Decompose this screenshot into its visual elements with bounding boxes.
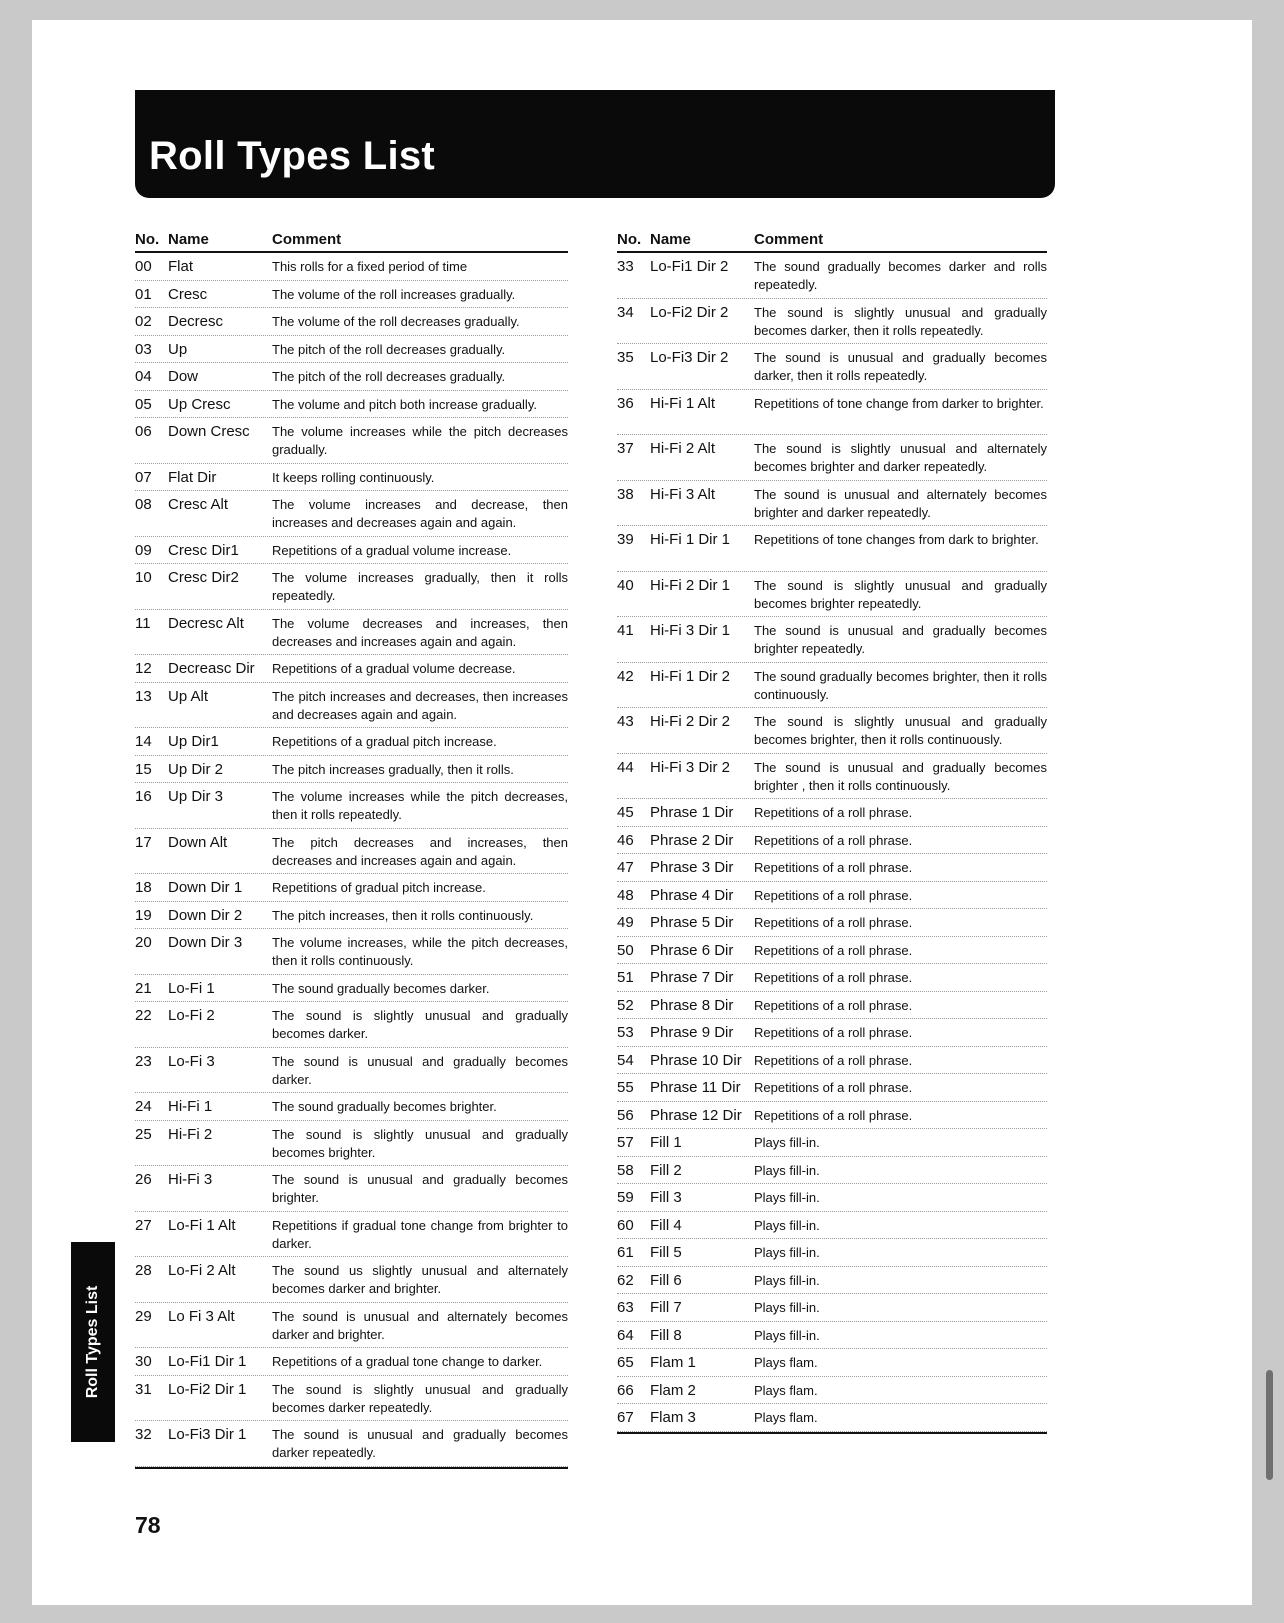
table-row	[617, 1377, 1047, 1405]
row-comment: Plays fill-in.	[754, 1272, 820, 1288]
row-comment: The volume increases and decrease, then increases and decreases again and again.	[272, 497, 568, 530]
row-name: Down Alt	[168, 833, 228, 851]
row-number: 31	[135, 1380, 152, 1398]
row-comment: The sound gradually becomes brighter.	[272, 1099, 497, 1114]
row-name: Lo-Fi3 Dir 1	[168, 1426, 247, 1443]
header-name: Name	[650, 231, 691, 248]
row-number: 67	[617, 1409, 634, 1426]
header-no: No.	[135, 231, 160, 248]
row-name: Phrase 3 Dir	[650, 859, 734, 876]
table-row	[617, 572, 1047, 618]
row-comment: Repetitions of gradual pitch increase.	[272, 880, 486, 895]
row-number: 14	[135, 733, 152, 750]
row-name: Lo-Fi 2 Alt	[168, 1262, 236, 1279]
row-comment: The sound is unusual and gradually becomes darker.	[272, 1053, 568, 1087]
row-comment: Plays fill-in.	[754, 1245, 820, 1260]
row-name: Phrase 10 Dir	[650, 1051, 742, 1069]
row-name: Phrase 12 Dir	[650, 1106, 742, 1124]
table-row	[617, 526, 1047, 572]
row-number: 19	[135, 906, 152, 924]
row-name: Up Dir 2	[168, 760, 224, 778]
row-name: Down Cresc	[168, 423, 250, 440]
row-name: Phrase 8 Dir	[650, 996, 734, 1014]
row-comment: The pitch of the roll decreases gradually.	[272, 341, 506, 357]
row-name: Phrase 1 Dir	[650, 804, 734, 821]
row-comment: Plays fill-in.	[754, 1190, 820, 1205]
table-row	[617, 1404, 1047, 1432]
table-row	[617, 937, 1047, 965]
row-name: Lo-Fi3 Dir 2	[650, 349, 729, 366]
row-name: Dow	[168, 368, 199, 385]
row-name: Hi-Fi 3 Alt	[650, 485, 716, 503]
row-comment: The sound is unusual and gradually becomes darker, then it rolls repeatedly.	[754, 350, 1047, 383]
table-header	[617, 228, 1047, 253]
row-name: Cresc Alt	[168, 496, 229, 513]
row-comment: The pitch decreases and increases, then decreases and increases again and again.	[272, 834, 568, 868]
table-row	[135, 610, 568, 656]
row-number: 35	[617, 349, 634, 366]
table-row	[135, 281, 568, 309]
table-row	[135, 683, 568, 729]
row-number: 36	[617, 394, 634, 412]
row-name: Up Cresc	[168, 395, 231, 413]
table-row	[617, 435, 1047, 481]
row-name: Fill 4	[650, 1216, 682, 1234]
table-row	[617, 1047, 1047, 1075]
table-row	[135, 1212, 568, 1258]
row-comment: Repetitions of a roll phrase.	[754, 805, 913, 820]
table-row	[617, 1349, 1047, 1377]
row-name: Phrase 7 Dir	[650, 969, 734, 986]
row-comment: Repetitions of a roll phrase.	[754, 1052, 913, 1068]
row-comment: The sound is slightly unusual and gradually becomes darker.	[272, 1008, 568, 1041]
table-row	[135, 1257, 568, 1303]
table-row	[135, 783, 568, 829]
table-row	[135, 829, 568, 875]
row-name: Hi-Fi 2 Alt	[650, 440, 716, 457]
row-comment: The sound is unusual and gradually becomes brighter.	[272, 1172, 568, 1205]
row-name: Hi-Fi 2	[168, 1125, 213, 1143]
row-comment: Plays flam.	[754, 1410, 818, 1425]
row-name: Up Dir 3	[168, 788, 224, 805]
row-comment: Repetitions of a roll phrase.	[754, 887, 913, 903]
row-number: 30	[135, 1353, 152, 1370]
row-number: 66	[617, 1381, 634, 1399]
row-comment: Repetitions if gradual tone change from brighter to darker.	[272, 1217, 568, 1251]
row-comment: Repetitions of a roll phrase.	[754, 970, 913, 985]
row-name: Phrase 9 Dir	[650, 1024, 734, 1041]
row-name: Lo Fi 3 Alt	[168, 1307, 235, 1325]
row-number: 63	[617, 1299, 634, 1316]
table-row	[135, 1121, 568, 1167]
row-comment: The volume increases, while the pitch decreases, then it rolls continuously.	[272, 935, 568, 968]
left-table	[135, 228, 568, 1469]
row-number: 16	[135, 788, 152, 805]
table-row	[135, 902, 568, 930]
row-comment: The pitch increases gradually, then it rolls.	[272, 761, 514, 777]
row-number: 21	[135, 979, 152, 997]
row-name: Hi-Fi 3 Dir 1	[650, 622, 731, 639]
table-row	[135, 1376, 568, 1422]
table-footer-rule	[617, 1432, 1047, 1434]
row-comment: The sound gradually becomes brighter, then it rolls continuously.	[754, 668, 1047, 702]
page-title: Roll Types List	[149, 134, 436, 178]
row-name: Up	[168, 340, 188, 358]
row-number: 02	[135, 313, 152, 330]
row-number: 26	[135, 1171, 152, 1188]
row-comment: Repetitions of a gradual tone change to darker.	[272, 1354, 543, 1369]
row-comment: The volume and pitch both increase gradually.	[272, 396, 537, 412]
row-comment: Repetitions of a roll phrase.	[754, 1025, 913, 1040]
row-number: 65	[617, 1354, 634, 1371]
row-name: Flam 2	[650, 1381, 696, 1399]
table-row	[617, 854, 1047, 882]
header-comment: Comment	[754, 231, 824, 248]
table-row	[135, 756, 568, 784]
row-comment: Repetitions of a roll phrase.	[754, 1107, 913, 1123]
row-name: Lo-Fi 3	[168, 1052, 215, 1070]
row-number: 10	[135, 569, 152, 586]
table-row	[617, 1267, 1047, 1295]
table-header	[135, 228, 568, 253]
row-comment: The sound is unusual and gradually becomes brighter , then it rolls continuously.	[754, 759, 1047, 793]
table-row	[617, 964, 1047, 992]
row-name: Lo-Fi1 Dir 2	[650, 258, 729, 275]
table-row	[135, 418, 568, 464]
title-banner	[135, 90, 1055, 198]
row-name: Lo-Fi2 Dir 1	[168, 1380, 247, 1398]
row-number: 13	[135, 687, 152, 705]
row-comment: The sound is unusual and gradually becomes darker repeatedly.	[272, 1427, 568, 1460]
row-number: 32	[135, 1426, 152, 1443]
row-name: Hi-Fi 1 Alt	[650, 394, 716, 412]
table-row	[135, 491, 568, 537]
row-name: Hi-Fi 3	[168, 1171, 213, 1188]
table-row	[135, 1421, 568, 1467]
row-name: Lo-Fi1 Dir 1	[168, 1353, 247, 1370]
row-comment: Plays fill-in.	[754, 1217, 820, 1233]
table-row	[135, 1348, 568, 1376]
row-comment: The pitch of the roll decreases gradually.	[272, 369, 506, 384]
table-row	[617, 1129, 1047, 1157]
row-name: Phrase 2 Dir	[650, 831, 734, 849]
table-body	[617, 253, 1047, 1432]
row-name: Lo-Fi 1 Alt	[168, 1216, 236, 1234]
row-number: 03	[135, 340, 152, 358]
table-row	[135, 1048, 568, 1094]
row-comment: Repetitions of a roll phrase.	[754, 1080, 913, 1095]
row-number: 62	[617, 1271, 634, 1289]
row-name: Hi-Fi 3 Dir 2	[650, 758, 731, 776]
row-comment: The volume increases while the pitch decreases, then it rolls repeatedly.	[272, 789, 568, 822]
row-name: Up Alt	[168, 687, 209, 705]
row-name: Decresc Alt	[168, 614, 244, 632]
table-row	[135, 655, 568, 683]
row-comment: Repetitions of a roll phrase.	[754, 832, 913, 848]
table-row	[135, 391, 568, 419]
row-number: 50	[617, 941, 634, 959]
row-name: Lo-Fi2 Dir 2	[650, 303, 729, 321]
table-row	[617, 754, 1047, 800]
table-row	[617, 909, 1047, 937]
row-name: Fill 2	[650, 1161, 682, 1179]
row-number: 64	[617, 1326, 634, 1344]
row-number: 37	[617, 440, 634, 457]
table-row	[617, 344, 1047, 390]
page-number: 78	[135, 1512, 161, 1538]
row-name: Down Dir 1	[168, 879, 243, 896]
row-number: 20	[135, 934, 152, 951]
row-number: 56	[617, 1106, 634, 1124]
table-row	[617, 992, 1047, 1020]
row-number: 52	[617, 996, 634, 1014]
table-row	[617, 1212, 1047, 1240]
row-number: 60	[617, 1216, 634, 1234]
table-row	[617, 1322, 1047, 1350]
table-row	[135, 929, 568, 975]
row-name: Decresc	[168, 313, 224, 330]
row-number: 06	[135, 423, 152, 440]
table-row	[135, 253, 568, 281]
table-row	[617, 827, 1047, 855]
side-tab	[71, 1242, 115, 1442]
table-row	[617, 299, 1047, 345]
row-number: 58	[617, 1161, 634, 1179]
row-name: Cresc Dir2	[168, 569, 239, 586]
table-row	[617, 1239, 1047, 1267]
row-number: 59	[617, 1189, 634, 1206]
row-name: Fill 6	[650, 1271, 682, 1289]
row-comment: The volume of the roll increases gradually.	[272, 286, 516, 302]
row-name: Decreasc Dir	[168, 660, 255, 677]
row-number: 00	[135, 258, 152, 275]
row-name: Phrase 6 Dir	[650, 941, 734, 959]
row-number: 55	[617, 1079, 634, 1096]
table-footer-rule	[135, 1467, 568, 1469]
row-number: 22	[135, 1007, 152, 1024]
row-comment: The sound is unusual and gradually becomes brighter repeatedly.	[754, 623, 1047, 656]
row-number: 12	[135, 660, 152, 677]
row-name: Lo-Fi 1	[168, 979, 215, 997]
row-number: 61	[617, 1244, 634, 1261]
table-row	[135, 874, 568, 902]
table-row	[617, 617, 1047, 663]
row-comment: The sound is slightly unusual and gradually becomes brighter, then it rolls continuously.	[754, 714, 1047, 747]
row-comment: Repetitions of a roll phrase.	[754, 942, 913, 958]
scrollbar-thumb[interactable]	[1266, 1370, 1273, 1480]
row-comment: The volume decreases and increases, then decreases and increases again and again.	[272, 615, 568, 649]
row-number: 51	[617, 969, 634, 986]
row-comment: The sound is slightly unusual and gradually becomes darker repeatedly.	[272, 1381, 568, 1415]
table-row	[617, 390, 1047, 436]
row-number: 24	[135, 1098, 152, 1115]
row-comment: The sound us slightly unusual and alternately becomes darker and brighter.	[272, 1263, 568, 1296]
row-comment: The pitch increases, then it rolls continuously.	[272, 907, 534, 923]
side-tab-label: Roll Types List	[84, 1285, 101, 1399]
row-comment: The sound is slightly unusual and alternately becomes brighter and darker repeatedly.	[754, 441, 1047, 474]
row-number: 08	[135, 496, 152, 513]
row-comment: Plays fill-in.	[754, 1162, 820, 1178]
table-row	[135, 308, 568, 336]
row-comment: Repetitions of tone changes from dark to brighter.	[754, 532, 1039, 547]
row-comment: Plays fill-in.	[754, 1135, 820, 1150]
row-comment: The sound is slightly unusual and gradually becomes brighter repeatedly.	[754, 577, 1047, 611]
row-number: 57	[617, 1134, 634, 1151]
row-number: 40	[617, 576, 634, 594]
table-row	[617, 253, 1047, 299]
row-number: 34	[617, 303, 634, 321]
row-name: Up Dir1	[168, 733, 219, 750]
row-number: 17	[135, 833, 152, 851]
table-row	[617, 1074, 1047, 1102]
row-name: Down Dir 2	[168, 906, 243, 924]
row-name: Flat	[168, 258, 194, 275]
row-number: 41	[617, 622, 634, 639]
row-number: 49	[617, 914, 634, 931]
row-number: 43	[617, 713, 634, 730]
row-name: Lo-Fi 2	[168, 1007, 215, 1024]
row-name: Phrase 4 Dir	[650, 886, 734, 904]
row-comment: The volume increases while the pitch decreases gradually.	[272, 424, 568, 457]
row-name: Flat Dir	[168, 468, 217, 486]
row-comment: Plays fill-in.	[754, 1327, 820, 1343]
table-row	[135, 336, 568, 364]
row-comment: Repetitions of a gradual pitch increase.	[272, 734, 497, 749]
table-row	[617, 708, 1047, 754]
row-name: Fill 5	[650, 1244, 682, 1261]
row-comment: The sound is unusual and alternately becomes darker and brighter.	[272, 1308, 568, 1342]
row-name: Fill 3	[650, 1189, 682, 1206]
row-comment: The sound is slightly unusual and gradually becomes darker, then it rolls repeatedly.	[754, 304, 1047, 338]
row-number: 54	[617, 1051, 634, 1069]
row-name: Fill 1	[650, 1134, 682, 1151]
row-name: Flam 1	[650, 1354, 696, 1371]
row-number: 23	[135, 1052, 152, 1070]
row-number: 05	[135, 395, 152, 413]
row-number: 09	[135, 541, 152, 559]
table-row	[135, 564, 568, 610]
row-number: 46	[617, 831, 634, 849]
row-name: Hi-Fi 1 Dir 1	[650, 531, 731, 548]
table-row	[135, 975, 568, 1003]
row-name: Hi-Fi 2 Dir 1	[650, 576, 731, 594]
row-comment: Repetitions of a gradual volume decrease.	[272, 661, 516, 676]
row-number: 47	[617, 859, 634, 876]
table-row	[617, 799, 1047, 827]
row-number: 01	[135, 285, 152, 303]
row-number: 38	[617, 485, 634, 503]
row-name: Down Dir 3	[168, 934, 243, 951]
row-comment: Plays flam.	[754, 1355, 818, 1370]
row-number: 04	[135, 368, 152, 385]
row-number: 28	[135, 1262, 152, 1279]
row-number: 42	[617, 667, 634, 685]
table-row	[135, 537, 568, 565]
row-number: 33	[617, 258, 634, 275]
row-name: Phrase 11 Dir	[650, 1079, 741, 1096]
table-row	[617, 1102, 1047, 1130]
table-row	[617, 882, 1047, 910]
row-name: Hi-Fi 1 Dir 2	[650, 667, 731, 685]
row-comment: The sound is slightly unusual and gradually becomes brighter.	[272, 1126, 568, 1160]
row-comment: The volume of the roll decreases gradually.	[272, 314, 520, 329]
row-number: 39	[617, 531, 634, 548]
row-name: Fill 8	[650, 1326, 682, 1344]
row-number: 15	[135, 760, 152, 778]
header-name: Name	[168, 231, 209, 248]
table-row	[135, 363, 568, 391]
row-number: 45	[617, 804, 634, 821]
row-comment: Repetitions of a roll phrase.	[754, 997, 913, 1013]
row-name: Phrase 5 Dir	[650, 914, 734, 931]
table-row	[135, 1002, 568, 1048]
table-row	[135, 1093, 568, 1121]
row-name: Cresc Dir1	[168, 541, 239, 559]
row-number: 25	[135, 1125, 152, 1143]
header-comment: Comment	[272, 231, 342, 248]
table-row	[617, 1184, 1047, 1212]
row-comment: The pitch increases and decreases, then increases and decreases again and again.	[272, 688, 568, 722]
table-row	[617, 481, 1047, 527]
row-comment: The sound is unusual and alternately becomes brighter and darker repeatedly.	[754, 486, 1047, 520]
row-number: 48	[617, 886, 634, 904]
row-comment: It keeps rolling continuously.	[272, 469, 435, 485]
row-comment: The sound gradually becomes darker and rolls repeatedly.	[754, 259, 1047, 292]
right-table	[617, 228, 1047, 1434]
table-row	[135, 1303, 568, 1349]
row-comment: Plays flam.	[754, 1382, 818, 1398]
row-number: 11	[135, 614, 151, 632]
row-number: 18	[135, 879, 152, 896]
row-comment: Repetitions of a gradual volume increase.	[272, 542, 512, 558]
row-comment: Repetitions of a roll phrase.	[754, 915, 913, 930]
row-comment: The volume increases gradually, then it rolls repeatedly.	[272, 570, 568, 603]
row-comment: Plays fill-in.	[754, 1300, 820, 1315]
row-name: Hi-Fi 1	[168, 1098, 213, 1115]
row-comment: Repetitions of a roll phrase.	[754, 860, 913, 875]
table-row	[135, 464, 568, 492]
row-number: 07	[135, 468, 152, 486]
row-comment: This rolls for a fixed period of time	[272, 259, 468, 274]
row-number: 44	[617, 758, 634, 776]
table-row	[617, 663, 1047, 709]
table-row	[617, 1019, 1047, 1047]
table-row	[617, 1294, 1047, 1322]
row-name: Hi-Fi 2 Dir 2	[650, 713, 731, 730]
row-number: 27	[135, 1216, 152, 1234]
row-comment: The sound gradually becomes darker.	[272, 980, 490, 996]
row-comment: Repetitions of tone change from darker to brighter.	[754, 395, 1044, 411]
table-row	[135, 728, 568, 756]
row-name: Fill 7	[650, 1299, 682, 1316]
header-no: No.	[617, 231, 642, 248]
table-row	[617, 1157, 1047, 1185]
table-row	[135, 1166, 568, 1212]
row-name: Flam 3	[650, 1409, 696, 1426]
row-number: 53	[617, 1024, 634, 1041]
table-body	[135, 253, 568, 1467]
row-name: Cresc	[168, 285, 208, 303]
row-number: 29	[135, 1307, 152, 1325]
